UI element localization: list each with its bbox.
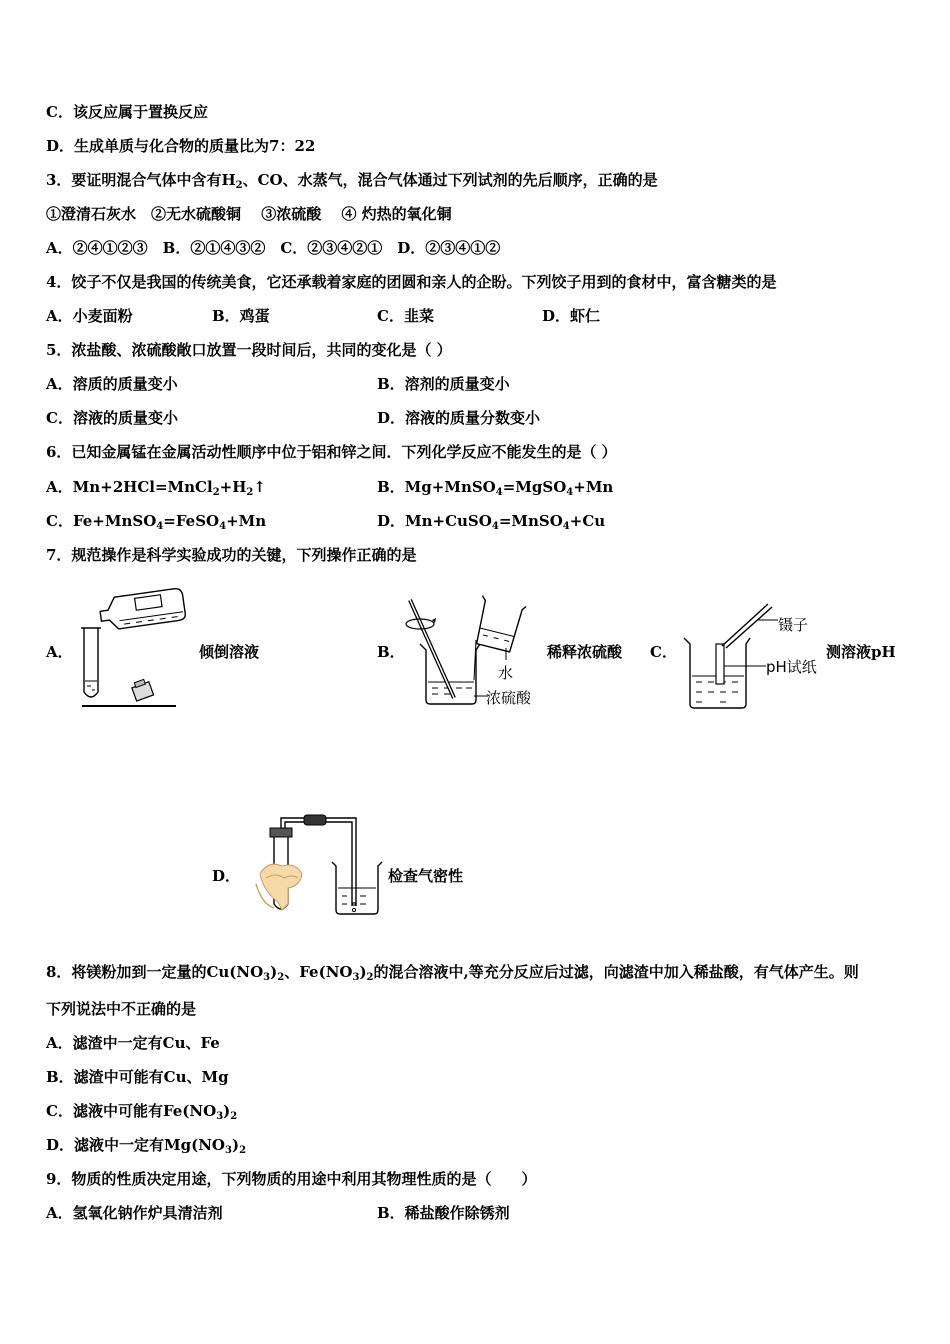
q4-option-c: C．韭菜 (377, 307, 434, 325)
q6-option-a: A．$Mn+2HCl=MnCl_2+H_2↑$ (46, 478, 266, 498)
q6-option-d: D．Mn+CuSO$_4$=MnSO$_4$+Cu (377, 512, 606, 532)
q7-b-acid-label: 浓硫酸 (486, 689, 532, 707)
q8-option-c: C．滤液中可能有$Fe(NO_3)_2$ (46, 1102, 238, 1122)
q6-stem: 6．已知金属锰在金属活动性顺序中位于铝和锌之间．下列化学反应不能发生的是（ ） (46, 443, 617, 461)
q9-option-b: B．稀盐酸作除锈剂 (377, 1204, 510, 1222)
q7-option-c-letter: C． (650, 643, 677, 661)
q7-option-a-caption: 倾倒溶液 (199, 643, 260, 661)
pouring-liquid-diagram (78, 580, 193, 710)
q2-option-d: D．生成单质与化合物的质量比为7：22 (46, 137, 316, 155)
q3-reagents: ①澄清石灰水 ②无水硫酸铜 ③浓硫酸 ④ 灼热的氧化铜 (46, 205, 452, 223)
q5-option-a: A．溶质的质量变小 (46, 375, 178, 393)
q9-option-a: A．氢氧化钠作炉具清洁剂 (46, 1204, 223, 1222)
diluting-acid-diagram (402, 596, 547, 714)
q6-option-c: C．Fe+MnSO$_4$=FeSO$_4$+Mn (46, 512, 267, 532)
q7-option-d-letter: D． (212, 867, 241, 885)
q7-option-c-caption: 测溶液pH (826, 643, 896, 661)
q9-stem: 9．物质的性质决定用途，下列物质的用途中利用其物理性质的是（ ） (46, 1170, 537, 1188)
q8-option-d: D．滤液中一定有$Mg(NO_3)_2$ (46, 1136, 247, 1156)
q8-option-b: B．滤渣中可能有Cu、Mg (46, 1068, 229, 1086)
q3-stem: 3．要证明混合气体中含有$H_2$、CO、水蒸气，混合气体通过下列试剂的先后顺序，正确的是 (46, 171, 658, 191)
q6-option-b: B．Mg+MnSO$_4$=MgSO$_4$+Mn (377, 478, 614, 498)
q5-option-d: D．溶液的质量分数变小 (377, 409, 541, 427)
q8-stem: 8．将镁粉加到一定量的$Cu(NO_3)_2$、$Fe(NO_3)_2$的混合溶液中,等充分反应后过滤，向滤渣中加入稀盐酸，有气体产生。则 (46, 963, 859, 983)
q7-c-tweezers-label: 镊子 (778, 616, 809, 634)
q7-option-a-letter: A． (46, 643, 73, 661)
q5-option-c: C．溶液的质量变小 (46, 409, 178, 427)
q7-option-b-caption: 稀释浓硫酸 (547, 643, 623, 661)
q4-option-a: A．小麦面粉 (46, 307, 133, 325)
q5-option-b: B．溶剂的质量变小 (377, 375, 510, 393)
q7-option-d-caption: 检查气密性 (388, 867, 464, 885)
q4-option-b: B．鸡蛋 (212, 307, 270, 325)
q7-option-b-letter: B． (377, 643, 405, 661)
q7-b-water-label: 水 (498, 664, 514, 682)
q7-c-ph-paper-label: pH试纸 (766, 658, 817, 676)
q4-stem: 4．饺子不仅是我国的传统美食，它还承载着家庭的团圆和亲人的企盼。下列饺子用到的食材中，富含糖类的是 (46, 273, 777, 291)
q8-option-a: A．滤渣中一定有Cu、Fe (46, 1034, 220, 1052)
q5-stem: 5．浓盐酸、浓硫酸敞口放置一段时间后，共同的变化是（ ） (46, 341, 452, 359)
q4-option-d: D．虾仁 (542, 307, 601, 325)
airtightness-check-diagram (248, 812, 388, 920)
q8-stem-line2: 下列说法中不正确的是 (46, 1000, 197, 1018)
q3-options: A．②④①②③ B．②①④③② C．②③④②① D．②③④①② (46, 239, 501, 257)
ph-test-diagram (680, 600, 820, 715)
q7-stem: 7．规范操作是科学实验成功的关键，下列操作正确的是 (46, 546, 417, 564)
q2-option-c: C．该反应属于置换反应 (46, 103, 208, 121)
